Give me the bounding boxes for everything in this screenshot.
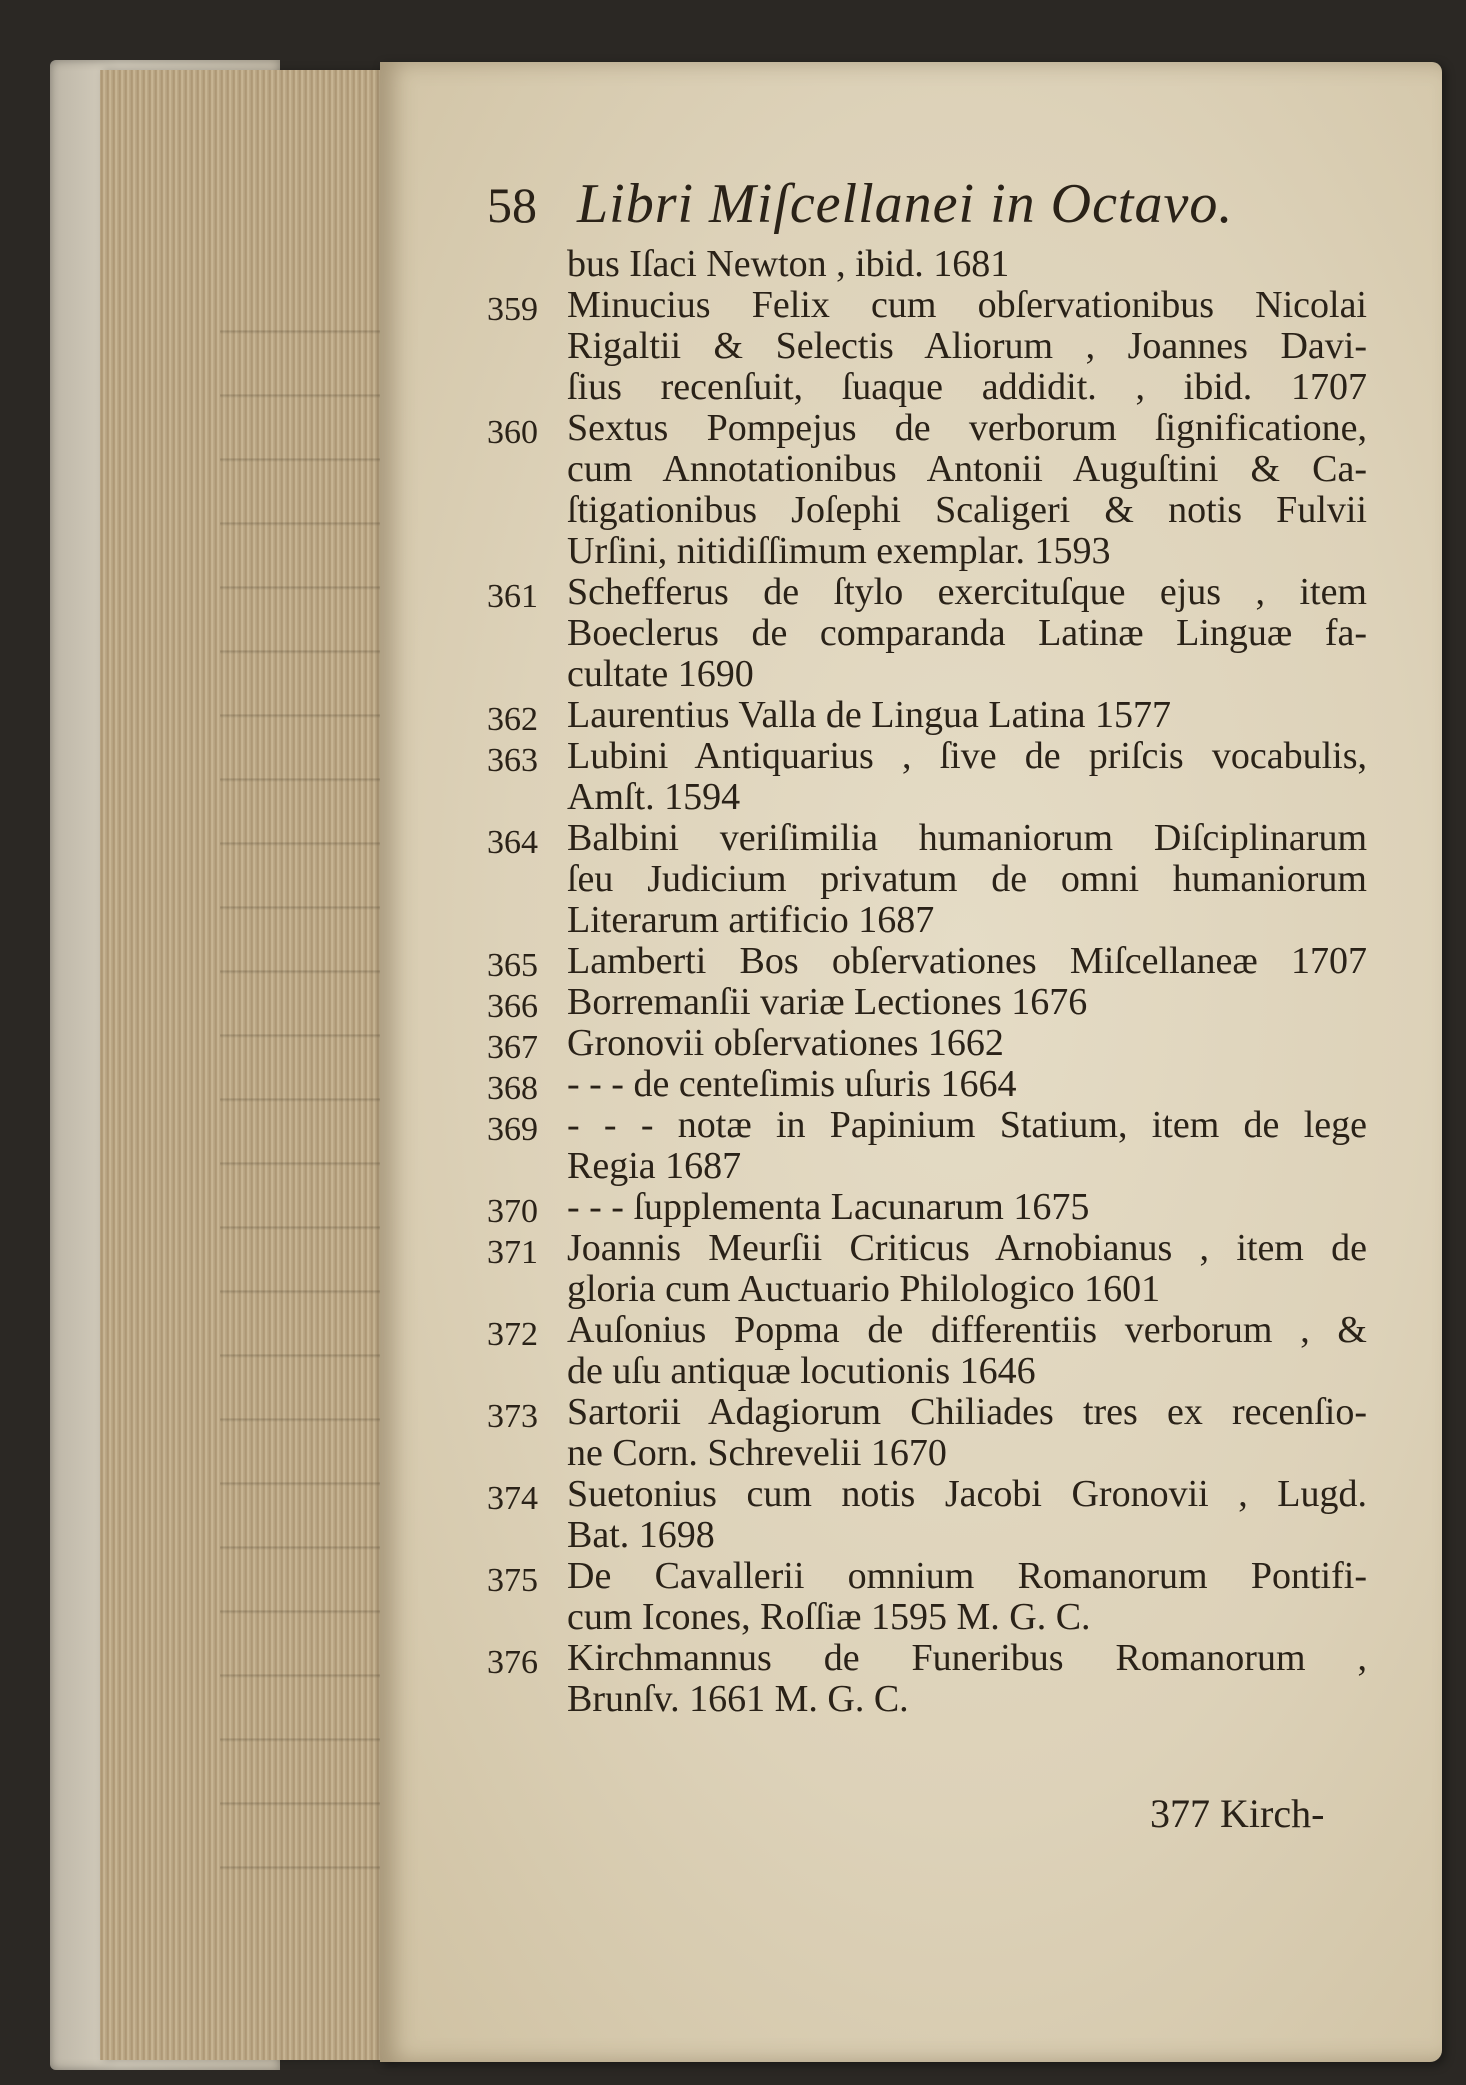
- entry-number: 363: [487, 742, 538, 779]
- entry-line: [487, 490, 1367, 531]
- entry-line: [487, 613, 1367, 654]
- entry-line: [487, 1433, 1367, 1474]
- entry-text: gloria cum Auctuario Philologico 1601: [567, 1268, 1161, 1310]
- entry-line: [487, 1064, 1367, 1105]
- entry-text: Kirchmannus de Funeribus Romanorum ,: [567, 1637, 1367, 1679]
- entry-number: 368: [487, 1070, 538, 1107]
- entry-number: 374: [487, 1480, 538, 1517]
- entry-line: [487, 1105, 1367, 1146]
- entry-line: [487, 1146, 1367, 1187]
- entry-text: Bat. 1698: [567, 1514, 715, 1556]
- entry-text: Sextus Pompejus de verborum ſignificatione,: [567, 407, 1367, 449]
- entry-line: [487, 1392, 1367, 1433]
- entry-number: 361: [487, 578, 538, 615]
- entry-line: [487, 408, 1367, 449]
- entry-text: Schefferus de ſtylo exercituſque ejus , item: [567, 571, 1367, 613]
- entry-text: cum Icones, Roſſiæ 1595 M. G. C.: [567, 1596, 1091, 1638]
- running-head-title: Libri Miſcellanei in Octavo.: [577, 173, 1234, 235]
- entry-line: [487, 777, 1367, 818]
- entry-line: [487, 531, 1367, 572]
- entry-text: - - - ſupplementa Lacunarum 1675: [567, 1186, 1090, 1228]
- entry-line: [487, 1351, 1367, 1392]
- entry-number: 371: [487, 1234, 538, 1271]
- entry-text: Regia 1687: [567, 1145, 742, 1187]
- page-edges: [100, 70, 390, 2060]
- entry-text: cum Annotationibus Antonii Auguſtini & Ca-: [567, 448, 1367, 490]
- entry-line: [487, 900, 1367, 941]
- entry-line: [487, 449, 1367, 490]
- entry-text: Gronovii obſervationes 1662: [567, 1022, 1004, 1064]
- entry-line: [487, 1023, 1367, 1064]
- entry-number: 367: [487, 1029, 538, 1066]
- entry-line: [487, 818, 1367, 859]
- entry-text: Auſonius Popma de differentiis verborum , &: [567, 1309, 1367, 1351]
- entry-line: [487, 1187, 1367, 1228]
- entry-line: [487, 367, 1367, 408]
- entry-text: ſius recenſuit, ſuaque addidit. , ibid. 1707: [567, 366, 1367, 408]
- entry-line: [487, 982, 1367, 1023]
- entry-line: [487, 736, 1367, 777]
- entry-line: [487, 1310, 1367, 1351]
- entry-line: [487, 572, 1367, 613]
- entry-text: ne Corn. Schrevelii 1670: [567, 1432, 947, 1474]
- entry-text: Suetonius cum notis Jacobi Gronovii , Lugd.: [567, 1473, 1367, 1515]
- entry-text: Minucius Felix cum obſervationibus Nicolai: [567, 284, 1367, 326]
- entry-text: ſeu Judicium privatum de omni humaniorum: [567, 858, 1367, 900]
- entry-line: [487, 1597, 1367, 1638]
- running-head: [487, 172, 1233, 242]
- entry-line: [487, 244, 1367, 285]
- entry-text: Borremanſii variæ Lectiones 1676: [567, 981, 1088, 1023]
- entry-text: bus Iſaci Newton , ibid. 1681: [567, 243, 1010, 285]
- entry-text: Lubini Antiquarius , ſive de priſcis vocabulis,: [567, 735, 1367, 777]
- entry-text: - - - de centeſimis uſuris 1664: [567, 1063, 1017, 1105]
- entry-line: [487, 1515, 1367, 1556]
- entry-text: Rigaltii & Selectis Aliorum , Joannes Davi-: [567, 325, 1367, 367]
- entry-text: Brunſv. 1661 M. G. C.: [567, 1678, 909, 1720]
- entry-text: cultate 1690: [567, 653, 754, 695]
- entry-number: 370: [487, 1193, 538, 1230]
- entry-number: 372: [487, 1316, 538, 1353]
- entry-number: 369: [487, 1111, 538, 1148]
- entry-line: [487, 1228, 1367, 1269]
- entry-line: [487, 285, 1367, 326]
- entry-text: De Cavallerii omnium Romanorum Pontifi-: [567, 1555, 1367, 1597]
- catchword: 377 Kirch-: [1150, 1791, 1325, 1836]
- entry-line: [487, 654, 1367, 695]
- entry-number: 375: [487, 1562, 538, 1599]
- entry-line: [487, 941, 1367, 982]
- entry-text: Sartorii Adagiorum Chiliades tres ex recenſio-: [567, 1391, 1367, 1433]
- entry-number: 360: [487, 414, 538, 451]
- entry-number: 366: [487, 988, 538, 1025]
- entry-number: 365: [487, 947, 538, 984]
- entry-text: - - - notæ in Papinium Statium, item de lege: [567, 1104, 1367, 1146]
- entry-number: 376: [487, 1644, 538, 1681]
- entry-number: 362: [487, 701, 538, 738]
- entry-line: [487, 1269, 1367, 1310]
- entry-line: [487, 326, 1367, 367]
- entry-text: Boeclerus de comparanda Latinæ Linguæ fa-: [567, 612, 1367, 654]
- entry-line: [487, 1638, 1367, 1679]
- entry-text: Literarum artificio 1687: [567, 899, 935, 941]
- entry-text: Lamberti Bos obſervationes Miſcellaneæ 1707: [567, 940, 1367, 982]
- entry-number: 364: [487, 824, 538, 861]
- page-number: 58: [487, 177, 537, 233]
- entry-text: Laurentius Valla de Lingua Latina 1577: [567, 694, 1171, 736]
- entry-text: Urſini, nitidiſſimum exemplar. 1593: [567, 530, 1111, 572]
- entry-text: Amſt. 1594: [567, 776, 741, 818]
- catalogue-entries: [487, 244, 1367, 1720]
- entry-line: [487, 1556, 1367, 1597]
- entry-number: 373: [487, 1398, 538, 1435]
- entry-line: [487, 1679, 1367, 1720]
- entry-text: Joannis Meurſii Criticus Arnobianus , item de: [567, 1227, 1367, 1269]
- entry-line: [487, 859, 1367, 900]
- entry-text: Balbini veriſimilia humaniorum Diſciplinarum: [567, 817, 1367, 859]
- entry-text: ſtigationibus Joſephi Scaligeri & notis Fulvii: [567, 489, 1367, 531]
- entry-line: [487, 1474, 1367, 1515]
- entry-text: de uſu antiquæ locutionis 1646: [567, 1350, 1036, 1392]
- entry-number: 359: [487, 291, 538, 328]
- entry-line: [487, 695, 1367, 736]
- book-page: [380, 62, 1442, 2062]
